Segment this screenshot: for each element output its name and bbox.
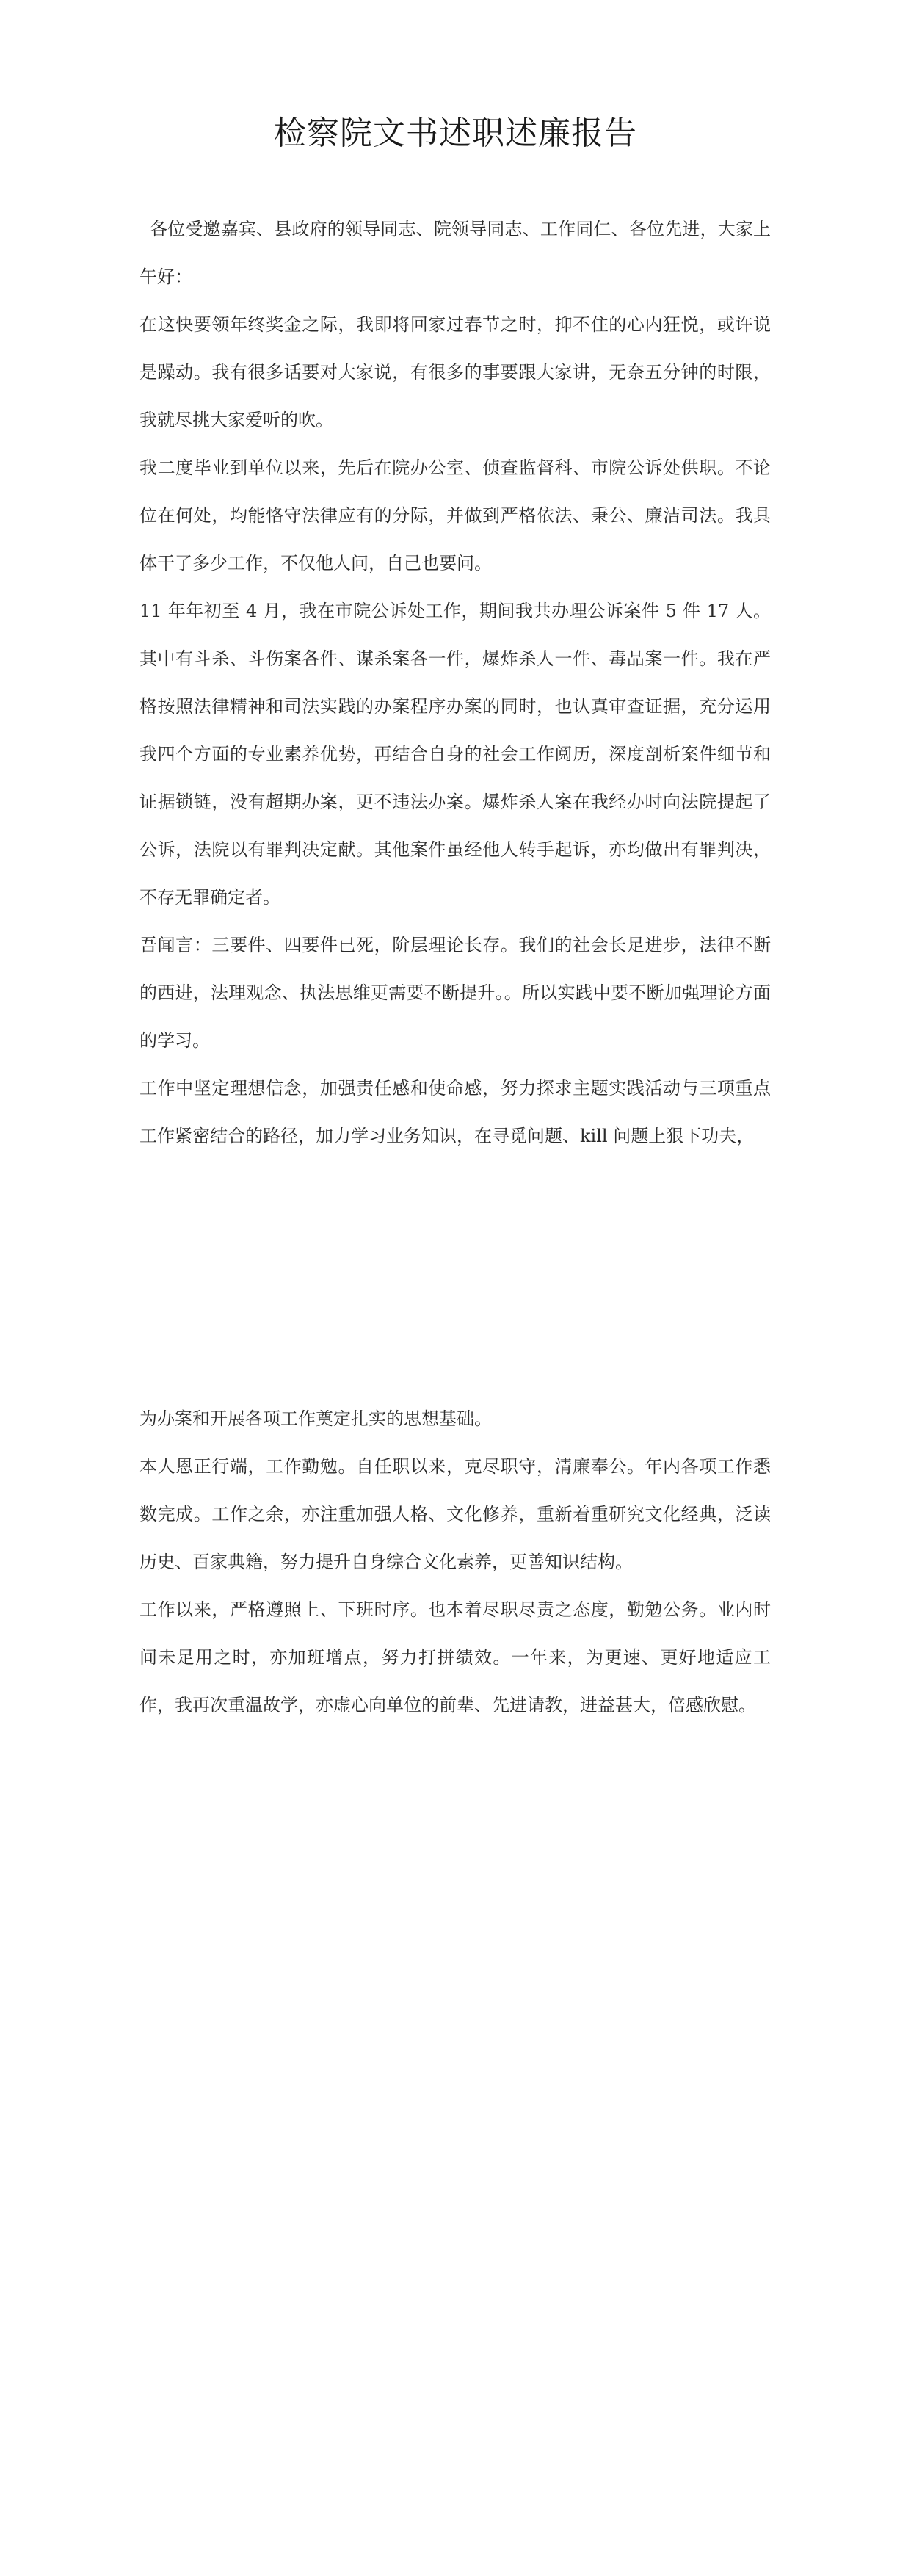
paragraph: 吾闻言：三要件、四要件已死，阶层理论长存。我们的社会长足进步，法律不断的西进，法理观念、执法思维更需要不断提升。。所以实践中要不断加强理论方面的学习。 (139, 935, 771, 1051)
body-section-2 (139, 1395, 771, 1729)
paragraph: 本人恩正行端，工作勤勉。自任职以来，克尽职守，清廉奉公。年内各项工作悉数完成。工作之余，亦注重加强人格、文化修养，重新着重研究文化经典，泛读历史、百家典籍，努力提升自身综合文化素养，更善知识结构。 (139, 1456, 771, 1572)
paragraph: 为办案和开展各项工作奠定扎实的思想基础。 (139, 1408, 492, 1429)
document-title: 检察院文书述职述廉报告 (274, 115, 637, 152)
paragraph: 11 年年初至 4 月，我在市院公诉处工作，期间我共办理公诉案件 5 件 17 人。其中有斗杀、斗伤案各件、谋杀案各一件，爆炸杀人一件、毒品案一件。我在严格按照法律精神和司法实践的办案程序办案的同时，也认真审查证据，充分运用我四个方面的专业素养优势，再结合自身的社会工作阅历，深度剖析案件细节和证据锁链，没有超期办案，更不违法办案。爆炸杀人案在我经办时向法院提起了公诉，法院以有罪判决定献。其他案件虽经他人转手起诉，亦均做出有罪判决，不存无罪确定者。 (139, 601, 771, 908)
paragraph: 我二度毕业到单位以来，先后在院办公室、侦查监督科、市院公诉处供职。不论位在何处，均能恪守法律应有的分际，并做到严格依法、秉公、廉洁司法。我具体干了多少工作，不仅他人问，自己也要问。 (139, 457, 771, 574)
paragraph: 工作以来，严格遵照上、下班时序。也本着尽职尽责之态度，勤勉公务。业内时间未足用之时，亦加班增点，努力打拼绩效。一年来，为更速、更好地适应工作，我再次重温故学，亦虚心向单位的前辈、先进请教，进益甚大，倍感欣慰。 (139, 1599, 771, 1715)
paragraph-greeting: 各位受邀嘉宾、县政府的领导同志、院领导同志、工作同仁、各位先进，大家上午好： (139, 219, 771, 287)
body-section-1 (139, 206, 771, 1160)
paragraph: 在这快要领年终奖金之际，我即将回家过春节之时，抑不住的心内狂悦，或许说是躁动。我有很多话要对大家说，有很多的事要跟大家讲，无奈五分钟的时限，我就尽挑大家爱听的吹。 (139, 314, 771, 430)
paragraph: 工作中坚定理想信念，加强责任感和使命感，努力探求主题实践活动与三项重点工作紧密结合的路径，加力学习业务知识，在寻觅问题、kill 问题上狠下功夫， (139, 1078, 771, 1146)
